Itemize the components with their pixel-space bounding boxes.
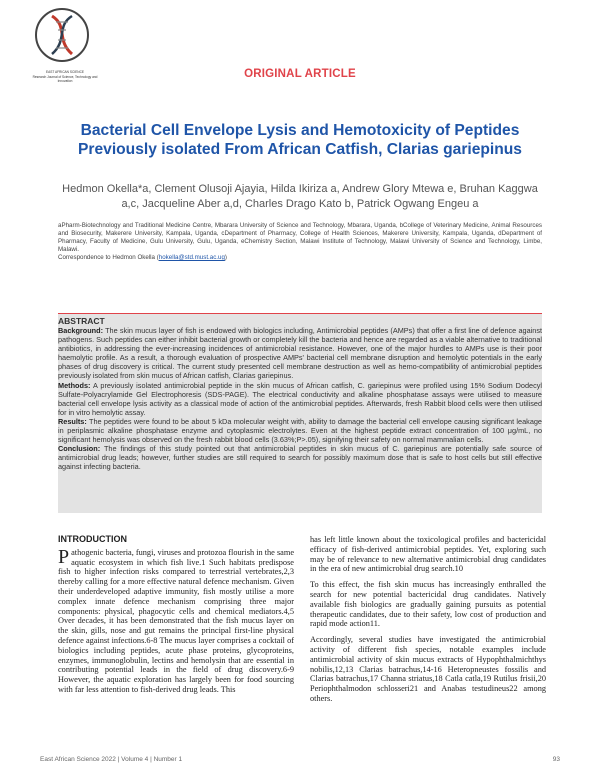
logo-caption-1: EAST AFRICAN SCIENCE — [45, 70, 85, 74]
footer-journal: East African Science 2022 | Volume 4 | Number 1 — [40, 756, 183, 763]
right-column — [310, 535, 546, 710]
abstract-conclusion — [58, 444, 542, 471]
conclusion-text: The findings of this study pointed out that antimicrobial peptides in skin mucus of C. gariepinus are potentially safe source of antimicrobial drug leads; however, further studies are still required to search for possibly maximum dose that is safe to host cells but still effective against infecting bacteria. — [58, 444, 542, 472]
abstract-results — [58, 417, 542, 444]
intro-paragraph-4: Accordingly, several studies have investigated the antimicrobial activity of different fish species, notable examples include antimicrobial activity of skin mucus extracts of Hypophthalmichthys nobilis,12,13 Clarias batrachus,14-16 Heteropneustes fossilis and Clarias batrachus,17 Channa striatus,18 Catla catla,19 Rutilus frisii,20 Periophthalmodon schlosseri21 and Anabas testudineus22 among others. — [310, 635, 546, 703]
background-label: Background: — [58, 326, 103, 335]
abstract-background — [58, 326, 542, 381]
conclusion-label: Conclusion: — [58, 444, 101, 454]
intro-paragraph-1 — [58, 545, 294, 695]
abstract-box — [58, 313, 542, 513]
abstract-heading: ABSTRACT — [58, 316, 105, 326]
dna-logo-icon — [32, 6, 92, 64]
intro-paragraph-2: has left little known about the toxicological profiles and bactericidal efficacy of fish-derived antimicrobial peptides. Yet, exploring such may be of relevance to new alternative antimicrobial drug candidates in the era of new antimicrobial drug search.10 — [310, 535, 546, 574]
results-text: The peptides were found to be about 5 kDa molecular weight with, ability to damage the bacterial cell envelope causing significant leakage in periplasmic alkaline phosphatase enzyme and cytoplasmic electrolytes. Even at the highest peptide extract concentration of 100 μg/mL, no significant hemolysis was observed on the fresh rabbit blood cells (3.63%;P>.05), signifying their safety on normal mammalian cells. — [58, 416, 542, 445]
correspondence-close: ) — [224, 254, 227, 261]
author-list: Hedmon Okella*a, Clement Olusoji Ajayia, Hilda Ikiriza a, Andrew Glory Mtewa e, Bruhan Kaggwa a,c, Jacqueline Aber a,d, Charles Drago Kato b, Patrick Ogwang Engeu a — [62, 183, 538, 210]
background-text: The skin mucus layer of fish is endowed with biologics including, Antimicrobial peptides (AMPs) that offer a first line of defence against pathogens. Such peptides can either inhibit bacterial growth or completely kill the bacteria and hence are regarded as a viable alternative to traditional antibiotics, in addressing the ever-increasing incidences of antimicrobial resistance. However, one of the major hurdles to AMPs use is their poor haemolytic profile. As a result, a thorough evaluation of prospective AMPs' bacterial cell membrane disruption and hemolytic potentials in the early phases of drug discovery is critical. The current study presented cell membrane destruction as well as hemo-compatibility of antimicrobial peptides previously isolated from skin mucus of African catfish, Clarias gariepinus. — [58, 326, 542, 381]
intro-paragraph-3: To this effect, the fish skin mucus has increasingly enthralled the search for new potential bactericidal drug candidates. Natively available fish biologics are gradually gaining pursuits as potential therapeutic candidates, due to their safety, low cost of production and rapid mode action11. — [310, 580, 546, 629]
affiliations: aPharm-Biotechnology and Traditional Medicine Centre, Mbarara University of Science and Technology, Mbarara, Uganda, bCollege of Veterinary Medicine, Animal Resources and Biosecurity, Makerere University, Kampala, Uganda, cDepartment of Pharmacy, College of Health Sciences, Makerere University, Kampala, Uganda, dDepartment of Pharmacy, Faculty of Medicine, Gulu University, Gulu, Uganda, eChemistry Section, Malawi Institute of Technology, Malawi University of Science and Technology, Limbe, Malawi. — [58, 222, 542, 253]
article-type: ORIGINAL ARTICLE — [244, 68, 356, 80]
methods-text: A previously isolated antimicrobial peptide in the skin mucus of African catfish, C. gariepinus were profiled using 15% Sodium Dodecyl Sulfate-Polyacrylamide Gel Electrophoresis (SDS-PAGE). The electrical conductivity and alkaline phosphatase assays were utilised to measure bacterial cell envelope lysis activity as a classical mode of action of the antimicrobial peptides. Afterwards, fresh Rabbit blood cells were then utilised for in vitro hemolytic assay. — [58, 380, 542, 417]
page-number: 93 — [552, 756, 560, 763]
methods-label: Methods: — [58, 380, 91, 390]
results-label: Results: — [58, 416, 87, 426]
paper-title: Bacterial Cell Envelope Lysis and Hemotoxicity of Peptides Previously isolated From African Catfish, Clarias gariepinus — [78, 122, 522, 158]
left-column — [58, 535, 294, 701]
drop-cap: P — [58, 545, 70, 568]
logo-caption-2: Research Journal of Science, Technology and Innovation — [32, 75, 98, 83]
correspondence-email-link[interactable]: hokella@std.must.ac.ug — [158, 254, 225, 261]
abstract-methods — [58, 381, 542, 417]
intro-text-1: athogenic bacteria, fungi, viruses and protozoa flourish in the same aquatic ecosystem in which fish live.1 Such habitats predispose fish to higher infection risks compared to terrestrial vertebrates,2,3 thereby calling for a more effective natural defence mechanism. Given their underdeveloped adaptive immunity, fish mostly utilise a more complex innate defence mechanism comprising three major components: physical, phagocytic cells and chemical mediators.4,5 Over decades, it has been demonstrated that the fish mucus layer on the skin, gills, nose and gut remains the principal first-line physical defence against infections.6-8 The mucus layer comprises a cocktail of biologics including peptides, acute phase proteins, glycoproteins, enzymes, immunoglobulin, lectins and hemolysin that are essential in contributing potential leads in the field of drug discovery.6-9 However, the aquatic exploration has largely been for food sourcing with far less attention to fish-derived drug leads. This — [58, 547, 294, 694]
correspondence — [58, 254, 542, 261]
introduction-heading: INTRODUCTION — [58, 534, 127, 544]
correspondence-label: Correspondence to Hedmon Okella ( — [58, 254, 159, 261]
